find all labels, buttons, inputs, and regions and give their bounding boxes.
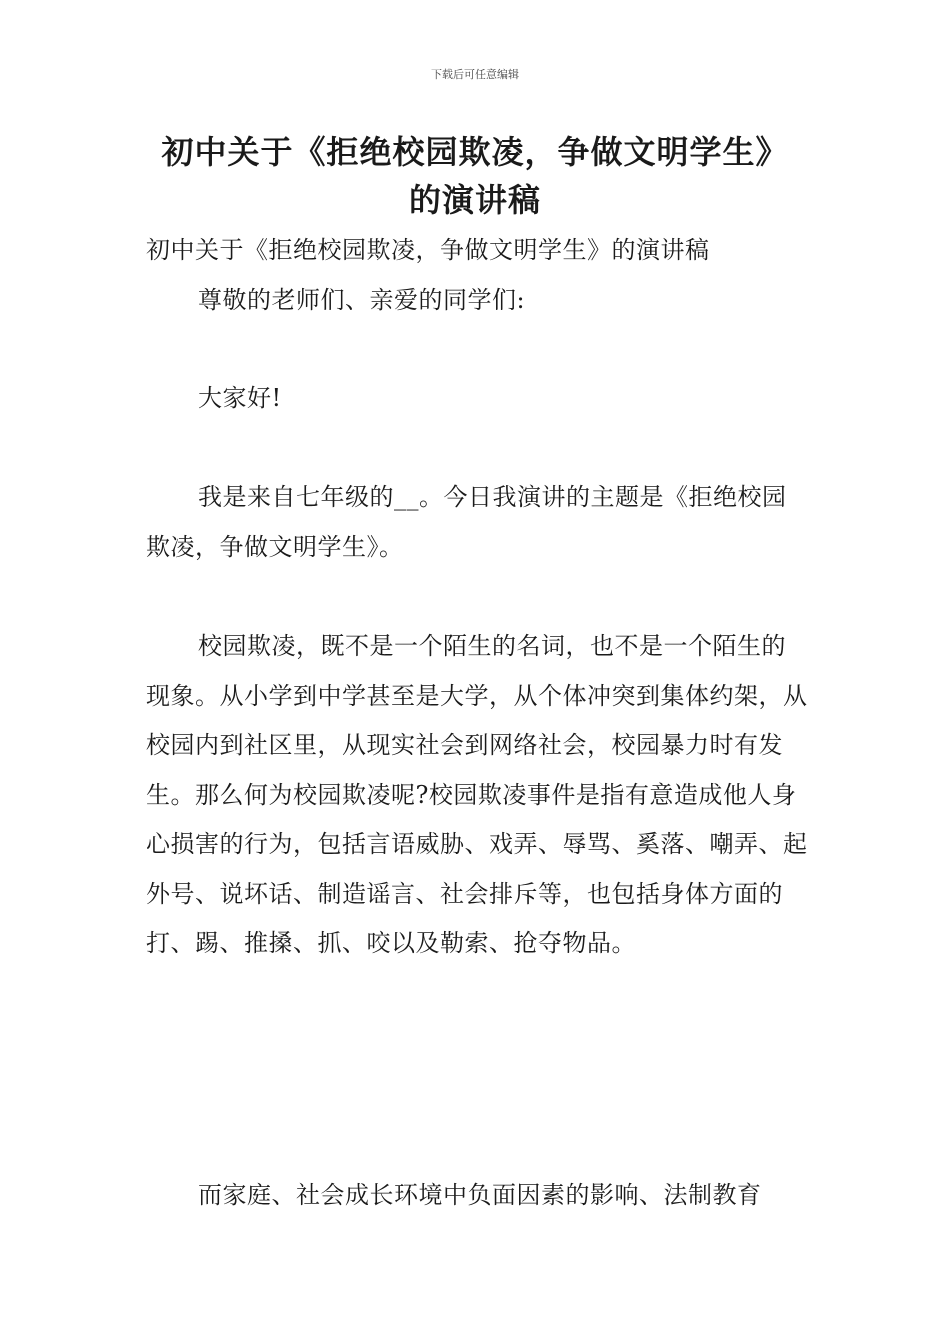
paragraph-intro: 我是来自七年级的__。今日我演讲的主题是《拒绝校园欺凌，争做文明学生》。 <box>146 483 787 561</box>
header-note: 下载后可任意编辑 <box>431 68 519 81</box>
paragraph-bullying-definition: 校园欺凌，既不是一个陌生的名词，也不是一个陌生的现象。从小学到中学甚至是大学，从个体冲突到集体约架，从校园内到社区里，从现实社会到网络社会，校园暴力时有发生。那么何为校园欺凌呢?校园欺凌事件是指有意造成他人身心损害的行为，包括言语威胁、戏弄、辱骂、奚落、嘲弄、起外号、说坏话、制造谣言、社会排斥等，也包括身体方面的打、踢、推搡、抓、咬以及勒索、抢夺物品。 <box>146 632 808 957</box>
paragraph-greeting: 尊敬的老师们、亲爱的同学们: <box>198 286 526 314</box>
paragraph-causes: 而家庭、社会成长环境中负面因素的影响、法制教育 <box>198 1181 762 1209</box>
subtitle-line: 初中关于《拒绝校园欺凌，争做文明学生》的演讲稿 <box>146 236 710 264</box>
paragraph-hello: 大家好! <box>198 384 282 412</box>
document-title: 初中关于《拒绝校园欺凌，争做文明学生》的演讲稿 <box>161 133 789 219</box>
